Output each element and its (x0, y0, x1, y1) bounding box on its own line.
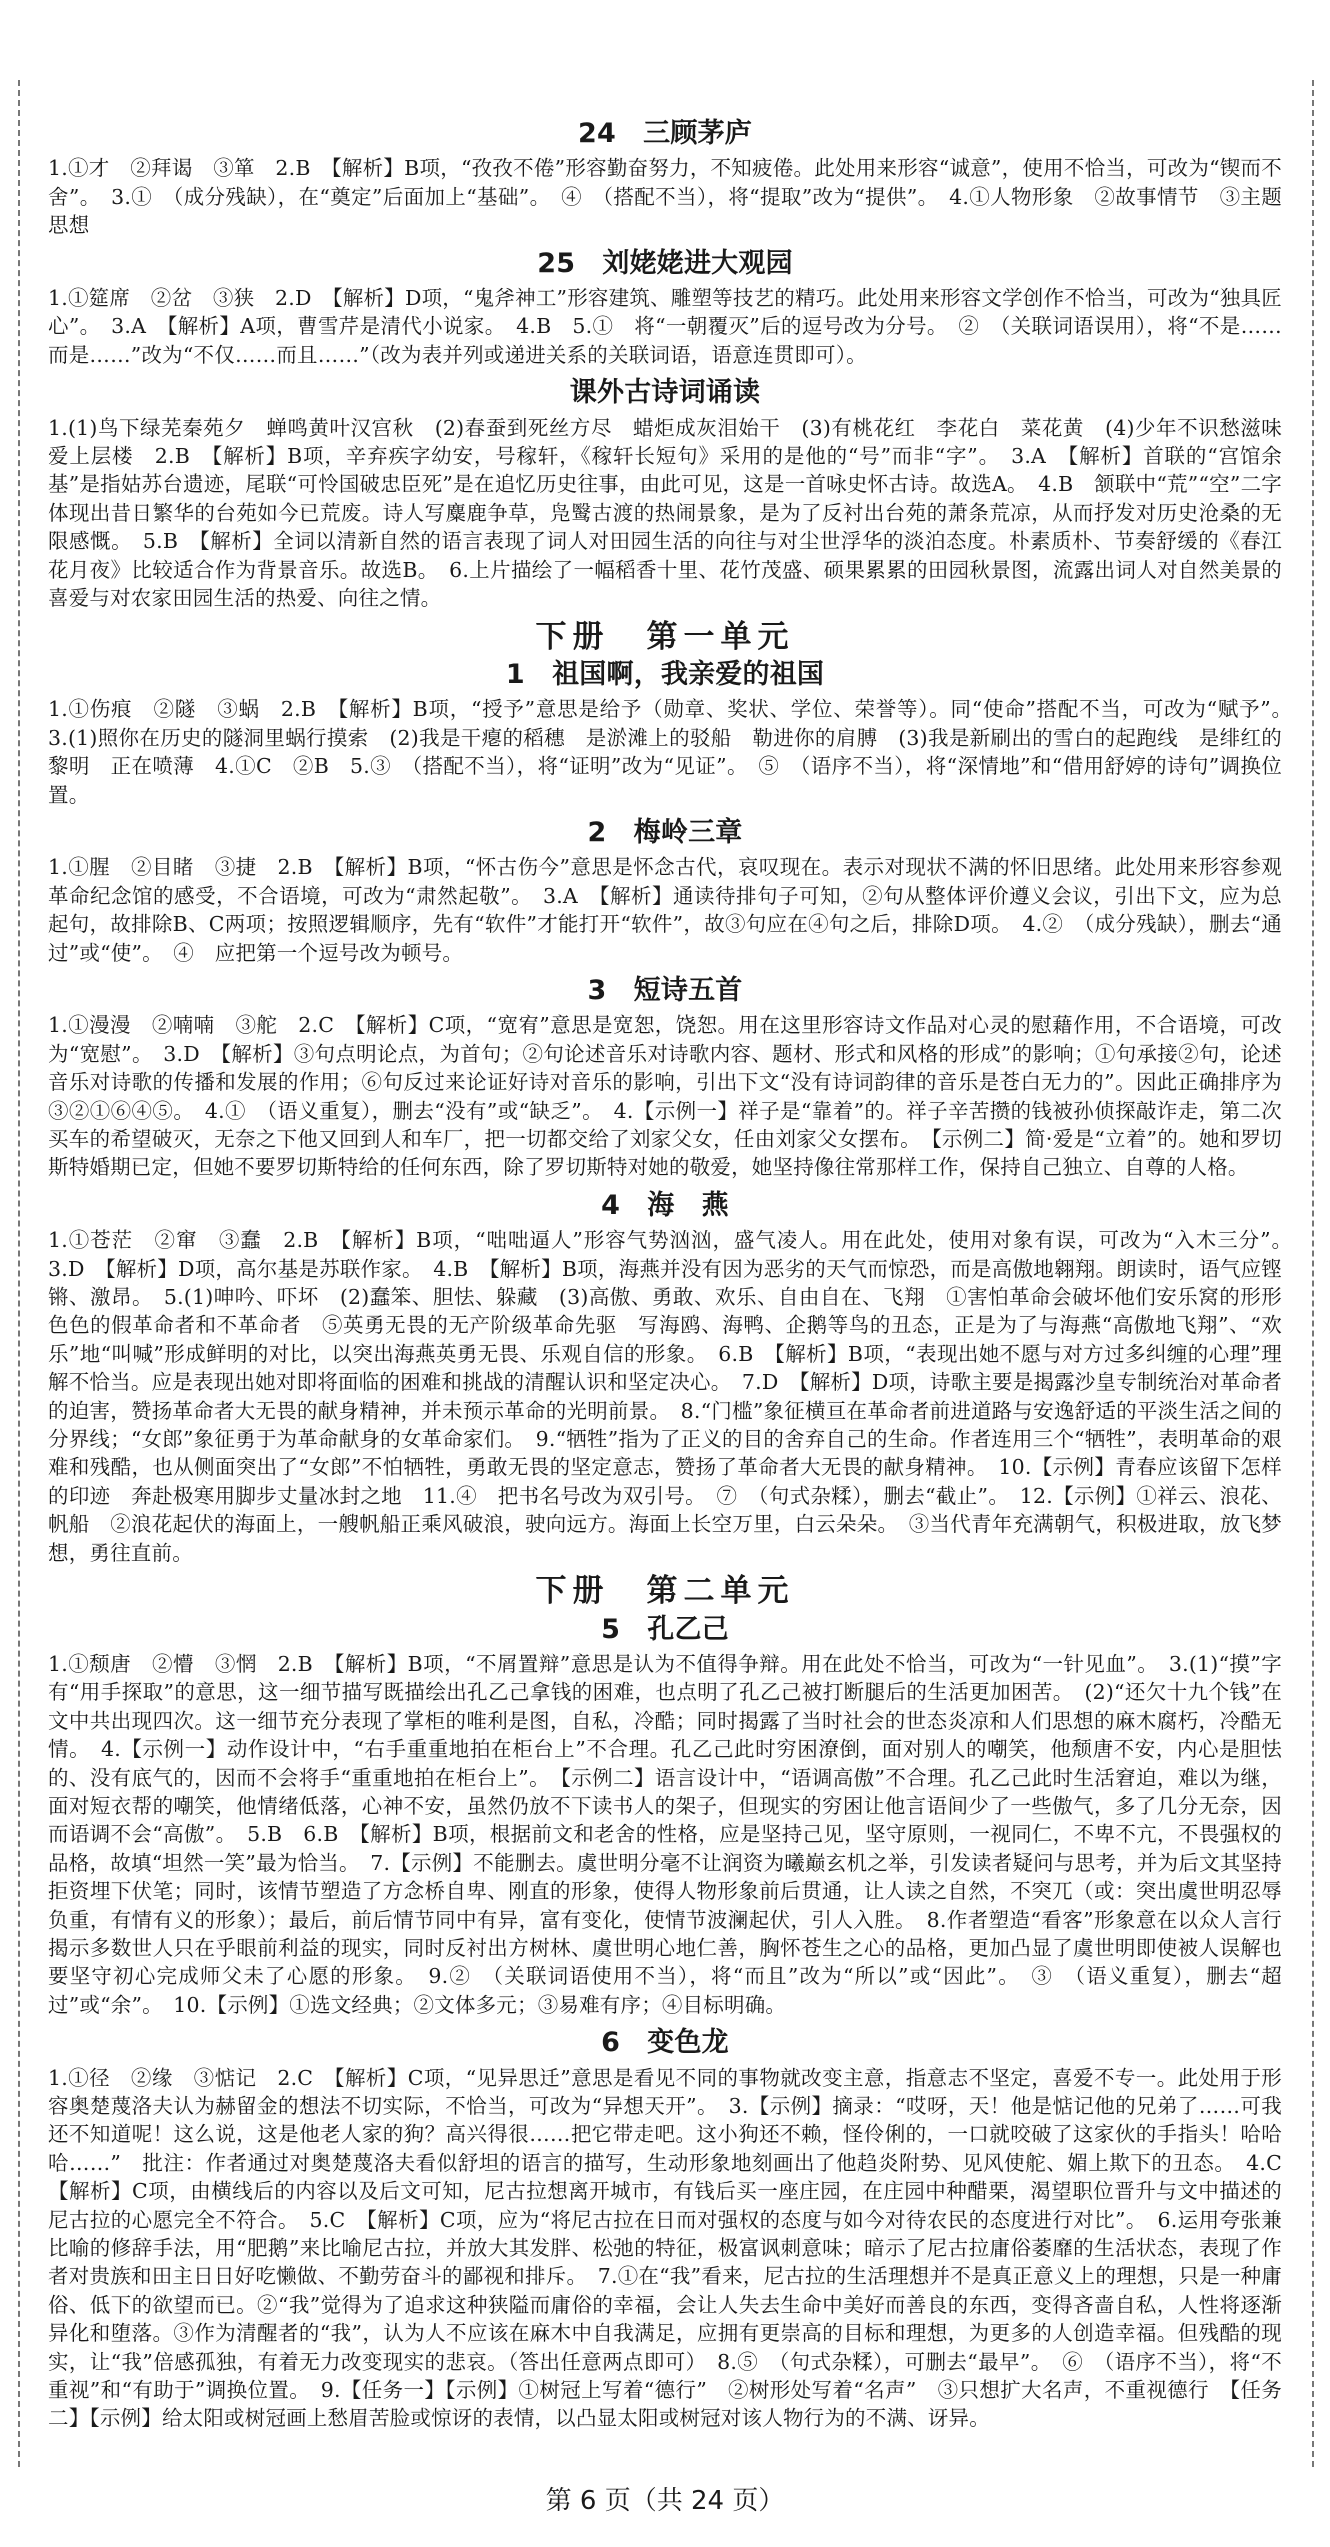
lesson-answers: 1.(1)鸟下绿芜秦苑夕 蝉鸣黄叶汉宫秋 (2)春蚕到死丝方尽 蜡炬成灰泪始干 (3)有桃花红 李花白 菜花黄 (4)少年不识愁滋味 爱上层楼 2.B 【解析】B项，辛弃疾字幼安，号稼轩，《稼轩长短句》采用的是他的“号”而非“字”。 3.A 【解析】首联的“宫馆余基”是指姑苏台遗迹，尾联“可怜国破忠臣死”是在追忆历史往事，由此可见，这是一首咏史怀古诗。故选A。 4.B 颔联中“荒”“空”二字体现出昔日繁华的台苑如今已荒废。诗人写麋鹿争草，凫鹥古渡的热闹景象，是为了反衬出台苑的萧条荒凉，从而抒发对历史沧桑的无限感慨。 5.B 【解析】全词以清新自然的语言表现了词人对田园生活的向往与对尘世浮华的淡泊态度。朴素质朴、节奏舒缓的《春江花月夜》比较适合作为背景音乐。故选B。 6.上片描绘了一幅稻香十里、花竹茂盛、硕果累累的田园秋景图，流露出词人对自然美景的喜爱与对农家田园生活的热爱、向往之情。 (48, 415, 1303, 611)
lesson-title: 2 梅岭三章 (587, 816, 743, 848)
answer-page (48, 110, 1303, 2433)
lesson-title: 3 短诗五首 (587, 974, 743, 1006)
lesson-answers: 1.①漫漫 ②喃喃 ③舵 2.C 【解析】C项，“宽宥”意思是宽恕，饶恕。用在这里形容诗文作品对心灵的慰藉作用，不合语境，可改为“宽慰”。 3.D 【解析】③句点明论点，为首句；②句论述音乐对诗歌内容、题材、形式和风格的形成”的影响；①句承接②句，论述音乐对诗歌的传播和发展的作用；⑥句反过来论证好诗对音乐的影响，引出下文“没有诗词韵律的音乐是苍白无力的”。因此正确排序为③②①⑥④⑤。 4.① （语义重复），删去“没有”或“缺乏”。 4.【示例一】祥子是“靠着”的。祥子辛苦攒的钱被孙侦探敲诈走，第二次买车的希望破灭，无奈之下他又回到人和车厂，把一切都交给了刘家父女，任由刘家父女摆布。 【示例二】简·爱是“立着”的。她和罗切斯特婚期已定，但她不要罗切斯特给的任何东西，除了罗切斯特对她的敬爱，她坚持像往常那样工作，保持自己独立、自尊的人格。 (48, 1013, 1282, 1180)
cut-line-right (1312, 80, 1314, 2467)
lesson-answers: 1.①苍茫 ②窜 ③蠢 2.B 【解析】B项，“咄咄逼人”形容气势汹汹，盛气凌人。用在此处，使用对象有误，可改为“入木三分”。 3.D 【解析】D项，高尔基是苏联作家。 4.B 【解析】B项，海燕并没有因为恶劣的天气而惊恐，而是高傲地翱翔。朗读时，语气应铿锵、激昂。 5.(1)呻吟、吓坏 (2)蠢笨、胆怯、躲藏 (3)高傲、勇敢、欢乐、自由自在、飞翔 ①害怕革命会破坏他们安乐窝的形形色色的假革命者和不革命者 ⑤英勇无畏的无产阶级革命先驱 写海鸥、海鸭、企鹅等鸟的丑态，正是为了与海燕“高傲地飞翔”、“欢乐”地“叫喊”形成鲜明的对比，以突出海燕英勇无畏、乐观自信的形象。 6.B 【解析】B项，“表现出她不愿与对方过多纠缠的心理”理解不恰当。应是表现出她对即将面临的困难和挑战的清醒认识和坚定决心。 7.D 【解析】D项，诗歌主要是揭露沙皇专制统治对革命者的迫害，赞扬革命者大无畏的献身精神，并未预示革命的光明前景。 8.“门槛”象征横亘在革命者前进道路与安逸舒适的平淡生活之间的分界线；“女郎”象征勇于为革命献身的女革命家们。 9.“牺牲”指为了正义的目的舍弃自己的生命。作者连用三个“牺牲”，表明革命的艰难和残酷，也从侧面突出了“女郎”不怕牺牲，勇敢无畏的坚定意志，赞扬了革命者大无畏的献身精神。 10.【示例】青春应该留下怎样的印迹 奔赴极寒用脚步丈量冰封之地 11.④ 把书名号改为双引号。 ⑦ （句式杂糅），删去“截止”。 12.【示例】①祥云、浪花、帆船 ②浪花起伏的海面上，一艘帆船正乘风破浪，驶向远方。海面上长空万里，白云朵朵。 ③当代青年充满朝气，积极进取，放飞梦想，勇往直前。 (48, 1228, 1303, 1565)
lesson-title: 25 刘姥姥进大观园 (537, 247, 793, 279)
lesson-answers: 1.①颓唐 ②懵 ③惘 2.B 【解析】B项，“不屑置辩”意思是认为不值得争辩。用在此处不恰当，可改为“一针见血”。 3.(1)“摸”字有“用手探取”的意思，这一细节描写既描绘出孔乙己拿钱的困难，也点明了孔乙己被打断腿后的生活更加困苦。 (2)“还欠十九个钱”在文中共出现四次。这一细节充分表现了掌柜的唯利是图，自私，冷酷；同时揭露了当时社会的世态炎凉和人们思想的麻木腐朽，冷酷无情。 4.【示例一】动作设计中，“右手重重地拍在柜台上”不合理。孔乙己此时穷困潦倒，面对别人的嘲笑，他颓唐不安，内心是胆怯的、没有底气的，因而不会将手“重重地拍在柜台上”。 【示例二】语言设计中，“语调高傲”不合理。孔乙己此时生活窘迫，难以为继，面对短衣帮的嘲笑，他情绪低落，心神不安，虽然仍放不下读书人的架子，但现实的穷困让他言语间少了一些傲气，多了几分无奈，因而语调不会“高傲”。 5.B 6.B 【解析】B项，根据前文和老舍的性格，应是坚持己见，坚守原则，一视同仁，不卑不亢，不畏强权的品格，故填“坦然一笑”最为恰当。 7.【示例】不能删去。虞世明分毫不让润资为曦巅玄机之举，引发读者疑问与思考，并为后文其坚持拒资埋下伏笔；同时，该情节塑造了方念桥自卑、刚直的形象，使得人物形象前后贯通，让人读之自然，不突兀（或：突出虞世明忍辱负重，有情有义的形象）；最后，前后情节同中有异，富有变化，使情节波澜起伏，引人入胜。 8.作者塑造“看客”形象意在以众人言行揭示多数世人只在乎眼前利益的现实，同时反衬出方树林、虞世明心地仁善，胸怀苍生之心的品格，更加凸显了虞世明即使被人误解也要坚守初心完成师父未了心愿的形象。 9.② （关联词语使用不当），将“而且”改为“所以”或“因此”。 ③ （语义重复），删去“超过”或“余”。 10.【示例】①选文经典；②文体多元；③易难有序；④目标明确。 (48, 1651, 1282, 2017)
unit-title: 下册 第一单元 (535, 618, 795, 655)
unit-title: 下册 第二单元 (535, 1573, 795, 1610)
lesson-answers: 1.①伤痕 ②隧 ③蜗 2.B 【解析】B项，“授予”意思是给予（勋章、奖状、学位、荣誉等）。同“使命”搭配不当，可改为“赋予”。 3.(1)照你在历史的隧洞里蜗行摸索 (2)我是干瘪的稻穗 是淤滩上的驳船 勒进你的肩膊 (3)我是新刷出的雪白的起跑线 是绯红的黎明 正在喷薄 4.①C ②B 5.③ （搭配不当），将“证明”改为“见证”。 ⑤ （语序不当），将“深情地”和“借用舒婷的诗句”调换位置。 (48, 697, 1303, 807)
lesson-title: 6 变色龙 (601, 2027, 729, 2059)
lesson-title: 5 孔乙己 (601, 1613, 729, 1645)
cut-line-left (18, 80, 20, 2467)
lesson-answers: 1.①腥 ②目睹 ③捷 2.B 【解析】B项，“怀古伤今”意思是怀念古代，哀叹现在。表示对现状不满的怀旧思绪。此处用来形容参观革命纪念馆的感受，不合语境，可改为“肃然起敬”。 3.A 【解析】通读待排句子可知，②句从整体评价遵义会议，引出下文，应为总起句，故排除B、C两项；按照逻辑顺序，先有“软件”才能打开“软件”，故③句应在④句之后，排除D项。 4.② （成分残缺），删去“通过”或“使”。 ④ 应把第一个逗号改为顿号。 (48, 855, 1282, 965)
lesson-answers: 1.①径 ②缘 ③惦记 2.C 【解析】C项，“见异思迁”意思是看见不同的事物就改变主意，指意志不坚定，喜爱不专一。此处用于形容奥楚蔑洛夫认为赫留金的想法不切实际，不恰当，可改为“异想天开”。 3.【示例】摘录：“哎呀，天！他是惦记他的兄弟了……可我还不知道呢！这么说，这是他老人家的狗？高兴得很……把它带走吧。这小狗还不赖，怪伶俐的，一口就咬破了这家伙的手指头！哈哈哈……” 批注：作者通过对奥楚蔑洛夫看似舒坦的语言的描写，生动形象地刻画出了他趋炎附势、见风使舵、媚上欺下的丑态。 4.C 【解析】C项，由横线后的内容以及后文可知，尼古拉想离开城市，有钱后买一座庄园，在庄园中种醋栗，渴望职位晋升与文中描述的尼古拉的心愿完全不符合。 5.C 【解析】C项，应为“将尼古拉在日而对强权的态度与如今对待农民的态度进行对比”。 6.运用夸张兼比喻的修辞手法，用“肥鹅”来比喻尼古拉，并放大其发胖、松弛的特征，极富讽刺意味；暗示了尼古拉庸俗萎靡的生活状态，表现了作者对贵族和田主日日好吃懒做、不勤劳奋斗的鄙视和排斥。 7.①在“我”看来，尼古拉的生活理想并不是真正意义上的理想，只是一种庸俗、低下的欲望而已。②“我”觉得为了追求这种狭隘而庸俗的幸福，会让人失去生命中美好而善良的东西，变得吝啬自私，人性将逐渐异化和堕落。③作为清醒者的“我”，认为人不应该在麻木中自我满足，应拥有更崇高的目标和理想，为更多的人创造幸福。但残酷的现实，让“我”倍感孤独，有着无力改变现实的悲哀。（答出任意两点即可） 8.⑤ （句式杂糅），可删去“最早”。 ⑥ （语序不当），将“不重视”和“有助于”调换位置。 9.【任务一】【示例】①树冠上写着“德行” ②树形处写着“名声” ③只想扩大名声，不重视德行 【任务二】【示例】给太阳或树冠画上愁眉苦脸或惊讶的表情，以凸显太阳或树冠对该人物行为的不满、讶异。 (48, 2065, 1303, 2431)
page-number: 第 6 页（共 24 页） (545, 2486, 785, 2516)
lesson-answers: 1.①才 ②拜谒 ③箪 2.B 【解析】B项，“孜孜不倦”形容勤奋努力，不知疲倦。此处用来形容“诚意”，使用不恰当，可改为“锲而不舍”。 3.① （成分残缺），在“奠定”后面加上“基础”。 ④ （搭配不当），将“提取”改为“提供”。 4.①人物形象 ②故事情节 ③主题思想 (48, 156, 1282, 238)
lesson-title: 24 三顾茅庐 (578, 118, 752, 149)
lesson-title: 4 海 燕 (601, 1189, 729, 1221)
lesson-title: 课外古诗词诵读 (569, 377, 761, 409)
lesson-answers: 1.①筵席 ②岔 ③狭 2.D 【解析】D项，“鬼斧神工”形容建筑、雕塑等技艺的精巧。此处用来形容文学创作不恰当，可改为“独具匠心”。 3.A 【解析】A项，曹雪芹是清代小说家。 4.B 5.① 将“一朝覆灭”后的逗号改为分号。 ② （关联词语误用），将“不是……而是……”改为“不仅……而且……”（改为表并列或递进关系的关联词语，语意连贯即可）。 (48, 286, 1282, 367)
lesson-title: 1 祖国啊，我亲爱的祖国 (505, 658, 825, 690)
